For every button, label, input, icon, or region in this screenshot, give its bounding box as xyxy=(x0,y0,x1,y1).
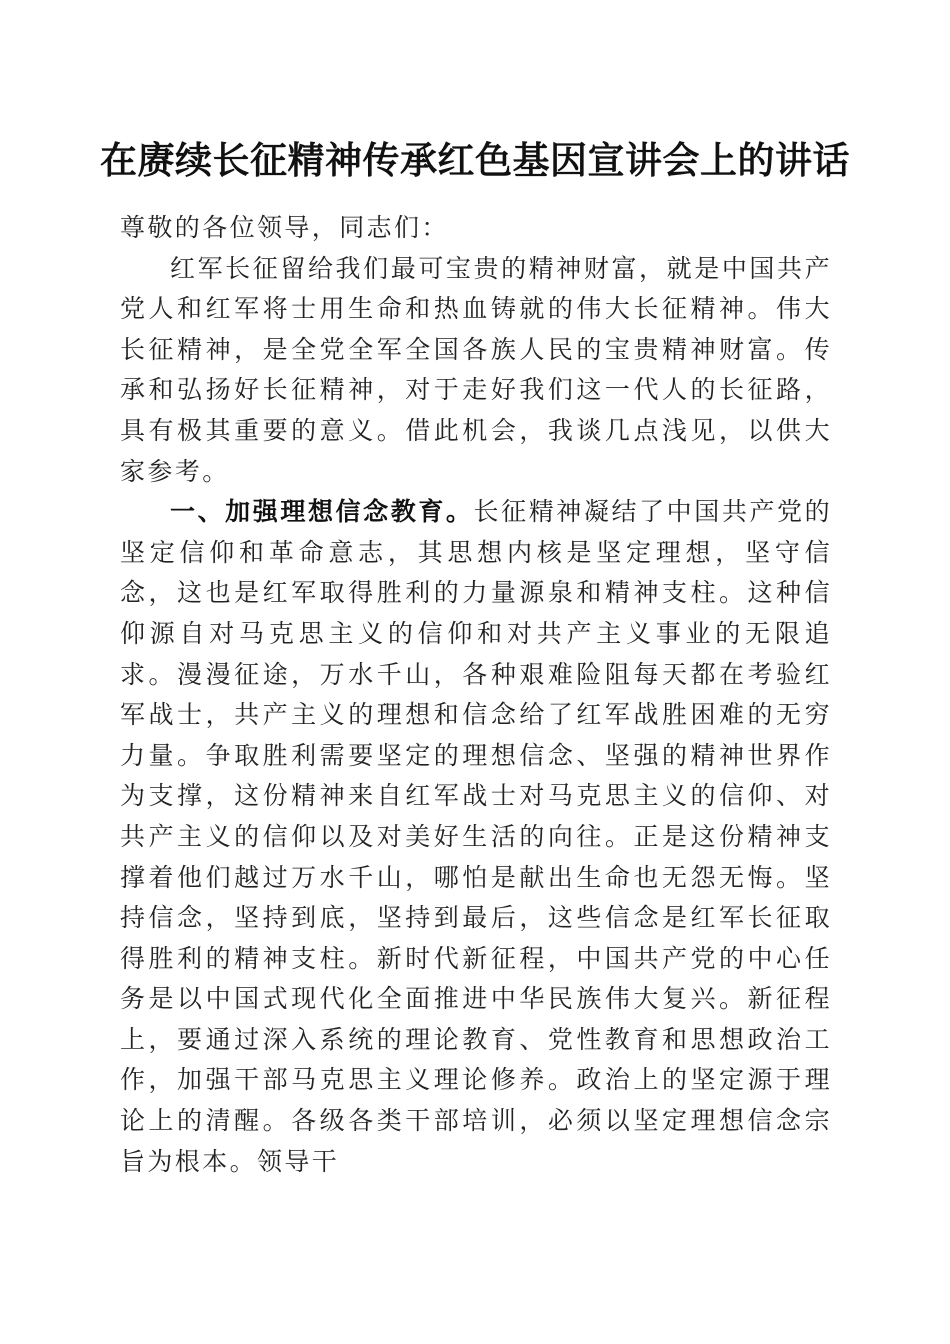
document-body xyxy=(120,208,832,1182)
salutation: 尊敬的各位领导，同志们： xyxy=(120,213,449,242)
intro-paragraph: 红军长征留给我们最可宝贵的精神财富，就是中国共产党人和红军将士用生命和热血铸就的伟大长征精神。伟大长征精神，是全党全军全国各族人民的宝贵精神财富。传承和弘扬好长征精神，对于走好我们这一代人的长征路，具有极其重要的意义。借此机会，我谈几点浅见，以供大家参考。 xyxy=(120,253,832,486)
section-1-text: 长征精神凝结了中国共产党的坚定信仰和革命意志，其思想内核是坚定理想，坚守信念，这也是红军取得胜利的力量源泉和精神支柱。这种信仰源自对马克思主义的信仰和对共产主义事业的无限追求。漫漫征途，万水千山，各种艰难险阻每天都在考验红军战士，共产主义的理想和信念给了红军战胜困难的无穷力量。争取胜利需要坚定的理想信念、坚强的精神世界作为支撑，这份精神来自红军战士对马克思主义的信仰、对共产主义的信仰以及对美好生活的向往。正是这份精神支撑着他们越过万水千山，哪怕是献出生命也无怨无悔。坚持信念，坚持到底，坚持到最后，这些信念是红军长征取得胜利的精神支柱。新时代新征程，中国共产党的中心任务是以中国式现代化全面推进中华民族伟大复兴。新征程上，要通过深入系统的理论教育、党性教育和思想政治工作，加强干部马克思主义理论修养。政治上的坚定源于理论上的清醒。各级各类干部培训，必须以坚定理想信念宗旨为根本。领导干 xyxy=(120,497,833,1176)
section-1-heading: 一、加强理想信念教育。 xyxy=(170,497,474,527)
section-1-paragraph xyxy=(120,492,832,1182)
document-title: 在赓续长征精神传承红色基因宣讲会上的讲话 xyxy=(100,138,850,182)
